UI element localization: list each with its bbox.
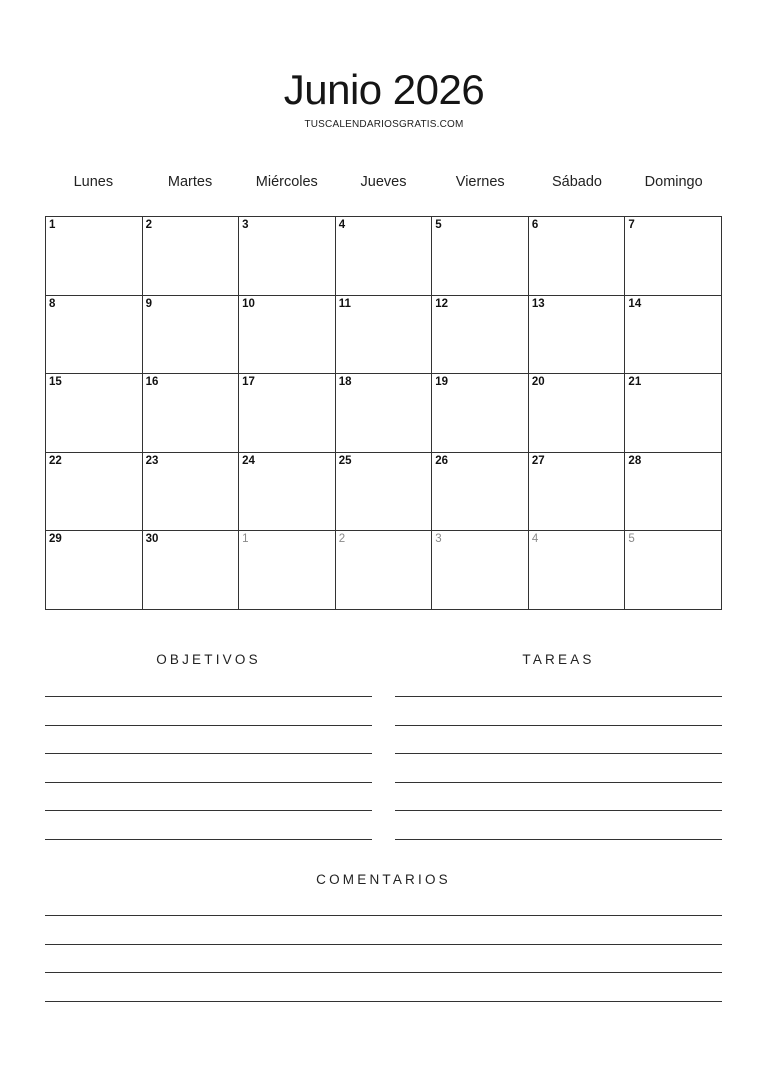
writing-line [395,839,722,840]
calendar-day-cell [336,296,433,375]
tareas-lines [395,696,722,840]
writing-line [45,696,372,697]
calendar-day-cell [143,217,240,296]
tareas-heading: TAREAS [522,652,595,667]
day-number: 3 [435,533,442,546]
calendar-day-cell [432,217,529,296]
calendar-day-cell [143,374,240,453]
day-number: 6 [531,219,539,231]
writing-line [45,915,722,916]
calendar-day-cell [336,374,433,453]
calendar-day-cell [143,296,240,375]
day-number: 19 [435,376,449,389]
calendar-day-cell [336,217,433,296]
calendar-adjacent-month-cell [336,531,433,610]
calendar-day-cell [529,374,626,453]
day-number: 5 [628,533,635,546]
writing-line [45,944,722,945]
calendar-day-cell [239,296,336,375]
writing-line [395,725,722,726]
day-number: 13 [531,297,545,310]
calendar-adjacent-month-cell [432,531,529,610]
writing-line [45,725,372,726]
calendar-adjacent-month-cell [529,531,626,610]
calendar-day-cell [625,453,722,532]
day-number: 8 [49,297,56,310]
writing-line [45,839,372,840]
weekday-header-row [45,172,722,192]
day-number: 1 [242,533,249,546]
day-number: 2 [338,533,346,546]
day-number: 24 [242,454,255,467]
writing-line [395,782,722,783]
day-number: 23 [145,454,159,467]
day-number: 2 [145,219,152,231]
calendar-day-cell [143,453,240,532]
day-number: 28 [628,454,642,467]
day-number: 22 [49,454,62,467]
weekday-label: Jueves [360,174,407,190]
weekday-label: Viernes [455,174,505,190]
day-number: 15 [49,376,62,389]
calendar-day-cell [432,453,529,532]
website-caption: TUSCALENDARIOSGRATIS.COM [304,119,464,130]
day-number: 30 [145,533,159,546]
writing-line [45,972,722,973]
day-number: 21 [628,376,642,389]
day-number: 16 [145,376,159,389]
calendar-day-cell [625,374,722,453]
calendar-adjacent-month-cell [239,531,336,610]
day-number: 14 [628,297,642,310]
calendar-day-cell [46,453,143,532]
day-number: 9 [145,297,152,310]
day-number: 4 [338,219,346,231]
weekday-label: Sábado [551,174,602,190]
writing-line [45,1001,722,1002]
writing-line [45,782,372,783]
calendar-day-cell [239,453,336,532]
day-number: 27 [531,454,545,467]
page-title: Junio 2026 [283,66,485,113]
calendar-day-cell [529,217,626,296]
objetivos-lines [45,696,372,840]
calendar-day-cell [46,531,143,610]
day-number: 7 [628,219,635,231]
day-number: 5 [435,219,442,231]
weekday-label: Miércoles [255,174,318,190]
calendar-day-cell [625,296,722,375]
calendar-day-cell [143,531,240,610]
calendar-day-cell [432,374,529,453]
weekday-label: Lunes [73,174,114,190]
day-number: 25 [338,454,352,467]
day-number: 26 [435,454,449,467]
calendar-day-cell [529,296,626,375]
writing-line [395,753,722,754]
day-number: 20 [531,376,545,389]
day-number: 12 [435,297,449,310]
weekday-label: Martes [167,174,213,190]
day-number: 1 [49,219,56,231]
calendar-day-cell [46,374,143,453]
objetivos-heading: OBJETIVOS [156,652,261,667]
calendar-day-cell [432,296,529,375]
weekday-label: Domingo [644,174,703,190]
writing-line [395,696,722,697]
day-number: 29 [49,533,62,546]
writing-line [45,810,372,811]
calendar-day-cell [46,217,143,296]
writing-line [395,810,722,811]
calendar-day-cell [336,453,433,532]
calendar-day-cell [529,453,626,532]
writing-line [45,753,372,754]
calendar-day-cell [625,217,722,296]
comentarios-heading: COMENTARIOS [316,872,451,887]
calendar-grid [45,216,722,610]
day-number: 3 [242,219,249,231]
calendar-adjacent-month-cell [625,531,722,610]
day-number: 4 [531,533,539,546]
day-number: 18 [338,376,352,389]
day-number: 17 [242,376,255,389]
day-number: 11 [338,297,351,310]
calendar-day-cell [239,217,336,296]
calendar-day-cell [239,374,336,453]
calendar-day-cell [46,296,143,375]
comentarios-lines [45,915,722,1003]
day-number: 10 [242,297,255,310]
